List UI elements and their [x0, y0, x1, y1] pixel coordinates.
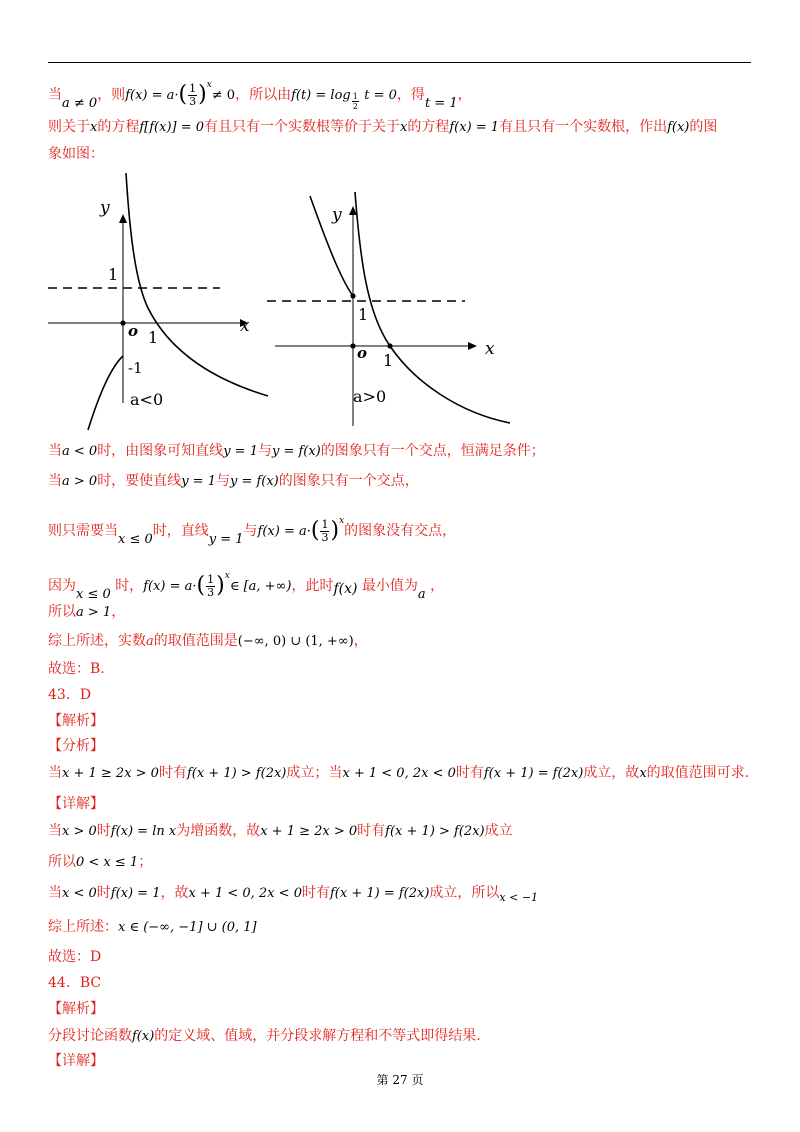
math: f(x): [132, 1029, 155, 1044]
graph-a-positive: [265, 188, 525, 438]
section-jiexi-2: [48, 1000, 104, 1018]
origin-label: o: [357, 344, 368, 362]
text: 最小值为: [361, 578, 418, 594]
math: y = 1: [181, 474, 216, 489]
text: 分段讨论函数: [48, 1028, 132, 1044]
text: 时，要使直线: [97, 473, 182, 489]
math: f(x + 1) = f(2x): [483, 766, 584, 781]
math: a > 1: [76, 605, 112, 620]
fraction-denominator: 2: [352, 102, 358, 111]
analysis-line: [48, 764, 749, 783]
math: x: [400, 120, 408, 135]
exponent: x: [339, 516, 345, 526]
text: 的图: [689, 119, 718, 135]
math: t = 1: [424, 96, 458, 111]
text: 当: [48, 885, 62, 901]
math: a: [417, 587, 426, 602]
math: a: [146, 634, 154, 649]
detail-line-4: [48, 918, 257, 937]
math: x + 1 < 0, 2x < 0: [188, 886, 302, 901]
fraction-denominator: 3: [189, 94, 197, 108]
text: 的取值范围是: [153, 633, 238, 649]
math: (−∞, 0) ∪ (1, +∞): [237, 634, 354, 649]
x-intercept-dot: [387, 343, 392, 348]
text: 故选：B.: [48, 661, 105, 677]
x-axis-label: x: [485, 339, 495, 359]
text: ，此时: [291, 578, 334, 594]
text: 与: [243, 523, 258, 539]
y-axis-arrow: [119, 214, 127, 223]
origin-dot: [120, 320, 125, 325]
text: 时有: [357, 823, 386, 839]
math: x < −1: [499, 891, 539, 904]
math: f(t) = log: [291, 88, 351, 103]
y-axis-label: y: [100, 198, 110, 218]
text: 的图象没有交点，: [344, 523, 457, 539]
text: ，得: [396, 87, 425, 103]
text: 【详解】: [48, 1053, 104, 1069]
text: 则关于: [48, 119, 90, 135]
text: 【解析】: [48, 1001, 104, 1017]
math: f[f(x)] = 0: [139, 120, 205, 135]
math: f(x + 1) > f(2x): [385, 824, 485, 839]
label-y-1: 1: [358, 305, 369, 324]
fraction-denominator: 3: [207, 585, 215, 599]
math: y = 1: [223, 444, 258, 459]
text: 为增函数，故: [176, 823, 261, 839]
detail-line-2: [48, 853, 152, 872]
origin-dot: [350, 343, 355, 348]
origin-label: o: [128, 322, 139, 340]
page-footer: 第 27 页: [376, 1073, 424, 1087]
math: x ≤ 0: [76, 587, 111, 602]
text: 【解析】: [48, 713, 104, 729]
header-rule: [48, 62, 751, 63]
section-jiexi: [48, 712, 104, 730]
solution-line-2: [48, 118, 717, 137]
math: y = f(x): [229, 474, 279, 489]
detail-line-5: [48, 948, 101, 966]
math: x > 0: [62, 824, 97, 839]
fraction-denominator: 3: [321, 530, 329, 544]
solution-line-3: [48, 145, 104, 163]
math: f(x): [667, 120, 690, 135]
math: x + 1 < 0, 2x < 0: [342, 766, 456, 781]
math: x ∈ (−∞, −1] ∪ (0, 1]: [118, 920, 257, 935]
math: f(x) = a·: [143, 579, 197, 594]
answer-44: [48, 974, 101, 992]
text: 时: [96, 885, 111, 901]
text: 时有: [455, 765, 484, 781]
text: 与: [257, 443, 272, 459]
math: x + 1 ≥ 2x > 0: [62, 766, 159, 781]
graph-caption: a<0: [130, 390, 164, 409]
math: f(x) = a·: [125, 88, 179, 103]
solution-line-7: 因为x ≤ 0 时，f(x) = a·( $\frac{1}{3}$ )$^x$∈ [a, +∞)，此时f(x) 最小值为a ，: [48, 571, 445, 602]
text: 综上所述，实数: [48, 633, 146, 649]
text: 【详解】: [48, 796, 104, 812]
x-axis-label: x: [240, 316, 250, 336]
text: 时，由图象可知直线: [97, 443, 224, 459]
answer-43: [48, 686, 91, 704]
text: 时，: [115, 578, 144, 594]
text: 成立；当: [286, 765, 343, 781]
solution-line-4: [48, 442, 545, 461]
label-neg-1: -1: [128, 359, 143, 377]
text: 则只需要当: [48, 523, 118, 539]
math: f(x) = a·: [257, 524, 311, 539]
text: 的图象只有一个交点，恒满足条件；: [320, 443, 545, 459]
math: f(x + 1) > f(2x): [186, 766, 287, 781]
curve-right-branch: [126, 173, 268, 396]
math: 0 < x ≤ 1: [76, 855, 139, 870]
solution-line-10: [48, 660, 105, 678]
text: ，则: [97, 87, 126, 103]
section-fenxi: [48, 737, 104, 755]
math: a < 0: [62, 444, 98, 459]
math: a > 0: [62, 474, 98, 489]
text: 当: [48, 765, 62, 781]
section-xiangjie: [48, 795, 104, 813]
text: ，故: [160, 885, 189, 901]
curve-left-branch: [88, 356, 123, 430]
math: x < 0: [62, 886, 97, 901]
text: 当: [48, 87, 62, 103]
text: 43．D: [48, 687, 92, 703]
exponent: x: [206, 80, 212, 90]
section-xiangjie-2: [48, 1052, 104, 1070]
label-x-1: 1: [148, 328, 159, 347]
x-axis-arrow: [468, 342, 477, 350]
math: ∈ [a, +∞): [229, 579, 292, 594]
math: ≠ 0: [211, 88, 236, 103]
fraction-numerator: 1: [352, 92, 358, 101]
solution-line-6: 则只需要当x ≤ 0时，直线y = 1与f(x) = a·( $\frac{1}{3}$ )$^x$的图象没有交点，: [48, 516, 457, 547]
intercept-dot: [350, 293, 355, 298]
text: ，: [353, 633, 368, 649]
label-x-1: 1: [383, 351, 394, 370]
text: 时有: [301, 885, 330, 901]
text: 所以: [48, 854, 76, 870]
math: x: [639, 766, 647, 781]
solution-line-1: 当a ≠ 0，则f(x) = a·( $\frac{1}{3}$ )$^x$≠ 0，所以由f(t) = log $_{\frac{1}{2}}$ t = 0，得t = 1，: [48, 80, 472, 111]
graph-a-negative: [48, 168, 273, 433]
math: f(x) = ln x: [110, 824, 177, 839]
text: 时: [96, 823, 111, 839]
text: 因为: [48, 578, 76, 594]
fraction-numerator: 1: [207, 572, 215, 586]
text: ，所以由: [235, 87, 292, 103]
text: ，: [430, 578, 445, 594]
math: y = f(x): [271, 444, 321, 459]
math: x + 1 ≥ 2x > 0: [260, 824, 358, 839]
detail-line-1: [48, 822, 513, 841]
exponent: x: [224, 571, 230, 581]
text: 的方程: [407, 119, 450, 135]
text: ；: [138, 854, 153, 870]
text: 44．BC: [48, 975, 102, 991]
graph-caption: a>0: [353, 387, 387, 406]
math: f(x): [333, 581, 358, 597]
text: 象如图：: [48, 146, 104, 162]
detail-line-3: [48, 884, 538, 903]
text: 与: [215, 473, 230, 489]
fraction-numerator: 1: [321, 517, 329, 531]
math: f(x) = 1: [110, 886, 161, 901]
text: 综上所述：: [48, 919, 118, 935]
text: 的图象只有一个交点，: [278, 473, 419, 489]
math: f(x) = 1: [449, 120, 500, 135]
text: 的定义域、值域，并分段求解方程和不等式即得结果.: [154, 1028, 481, 1044]
math: x ≤ 0: [118, 532, 153, 547]
analysis-line-44: [48, 1027, 481, 1046]
text: 成立，所以: [429, 885, 500, 901]
text: 成立: [484, 823, 513, 839]
text: 所以: [48, 604, 76, 620]
text: 成立，故: [583, 765, 640, 781]
fraction-numerator: 1: [189, 81, 197, 95]
text: 当: [48, 443, 62, 459]
text: 时，直线: [152, 523, 209, 539]
text: 有且只有一个实数根，作出: [499, 119, 668, 135]
text: 【分析】: [48, 738, 104, 754]
label-y-1: 1: [108, 265, 119, 284]
text: 有且只有一个实数根等价于关于: [204, 119, 401, 135]
solution-line-5: [48, 472, 419, 491]
math: a ≠ 0: [62, 96, 98, 111]
text: 当: [48, 823, 62, 839]
y-axis-label: y: [332, 205, 342, 225]
text: 当: [48, 473, 62, 489]
math: f(x + 1) = f(2x): [329, 886, 430, 901]
text: 的方程: [97, 119, 140, 135]
text: 故选：D: [48, 949, 102, 965]
solution-line-8: [48, 603, 125, 622]
math: t = 0: [364, 88, 397, 103]
math: x: [90, 120, 98, 135]
math: y = 1: [208, 532, 244, 547]
text: ，: [457, 87, 472, 103]
solution-line-9: [48, 632, 368, 651]
text: ，: [111, 604, 126, 620]
text: 的取值范围可求.: [646, 765, 750, 781]
text: 时有: [158, 765, 187, 781]
